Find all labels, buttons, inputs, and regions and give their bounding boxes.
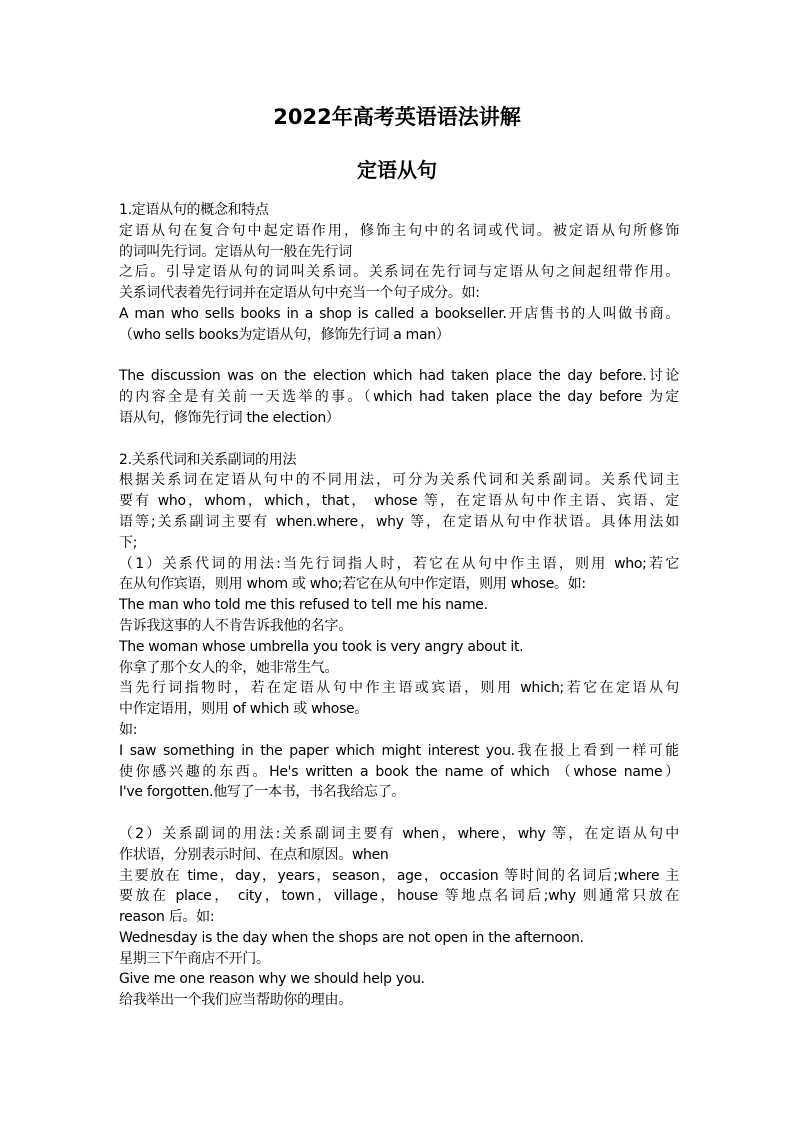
text-line: 主要放在 time，day，years，season，age，occasion 等时间的名词后;where 主 (119, 867, 679, 884)
document-title: 2022年高考英语语法讲解 (273, 105, 521, 129)
section-heading: 2.关系代词和关系副词的用法 (119, 451, 297, 468)
text-line: I saw something in the paper which might interest you.我在报上看到一样可能 (119, 742, 679, 759)
document-subtitle: 定语从句 (357, 158, 437, 182)
text-line: （who sells books为定语从句，修饰先行词 a man） (119, 326, 450, 343)
text-line: 关系词代表着先行词并在定语从句中充当一个句子成分。如: (119, 285, 480, 302)
document-body (119, 200, 679, 1011)
text-line: 作状语，分别表示时间、在点和原因。when (119, 846, 389, 863)
text-line: 语从句，修饰先行词 the election） (119, 409, 340, 426)
text-line: 根据关系词在定语从句中的不同用法，可分为关系代词和关系副词。关系代词主 (119, 472, 679, 489)
text-line: 使你感兴趣的东西。He's written a book the name of which （whose name） (119, 763, 679, 780)
text-line: （2）关系副词的用法:关系副词主要有 when，where，why 等，在定语从句中 (119, 825, 679, 842)
text-line: 下; (119, 534, 138, 551)
text-line: 的内容全是有关前一天选举的事。（which had taken place the day before 为定 (119, 389, 679, 406)
text-line: 中作定语用，则用 of which 或 whose。 (119, 701, 369, 718)
blank-line (119, 803, 679, 824)
blank-line (119, 346, 679, 367)
text-line: （1）关系代词的用法:当先行词指人时，若它在从句中作主语，则用 who;若它 (119, 555, 679, 572)
text-line: 定语从句在复合句中起定语作用，修饰主句中的名词或代词。被定语从句所修饰 (119, 222, 679, 239)
text-line: 之后。引导定语从句的词叫关系词。关系词在先行词与定语从句之间起纽带作用。 (119, 264, 679, 281)
text-line: Give me one reason why we should help you. (119, 971, 425, 988)
text-line: The discussion was on the election which had taken place the day before.讨论 (119, 368, 679, 385)
text-line: 你拿了那个女人的伞，她非常生气。 (119, 659, 339, 676)
text-line: 如: (119, 721, 138, 738)
text-line: 要有 who，whom，which，that， whose 等，在定语从句中作主语、宾语、定 (119, 493, 679, 510)
text-line: The woman whose umbrella you took is very angry about it. (119, 638, 524, 655)
text-line: The man who told me this refused to tell me his name. (119, 597, 488, 614)
text-line: A man who sells books in a shop is called a bookseller.开店售书的人叫做书商。 (119, 305, 679, 322)
text-line: 当先行词指物时，若在定语从句中作主语或宾语，则用 which;若它在定语从句 (119, 680, 679, 697)
text-line: 语等;关系副词主要有 when.where，why 等，在定语从句中作状语。具体用法如 (119, 513, 679, 530)
text-line: 在从句作宾语，则用 whom 或 who;若它在从句中作定语，则用 whose。如: (119, 576, 586, 593)
text-line: Wednesday is the day when the shops are not open in the afternoon. (119, 929, 584, 946)
text-line: I've forgotten.他写了一本书，书名我给忘了。 (119, 784, 405, 801)
text-line: 给我举出一个我们应当帮助你的理由。 (119, 992, 352, 1009)
section-heading: 1.定语从句的概念和特点 (119, 202, 269, 218)
blank-line (119, 429, 679, 450)
text-line: 要放在 place， city，town，village，house 等地点名词后;why 则通常只放在 (119, 888, 679, 905)
text-line: 告诉我这事的人不肯告诉我他的名字。 (119, 617, 352, 634)
text-line: 星期三下午商店不开门。 (119, 950, 270, 967)
text-line: 的词叫先行词。定语从句一般在先行词 (119, 243, 352, 260)
text-line: reason 后。如: (119, 909, 215, 926)
